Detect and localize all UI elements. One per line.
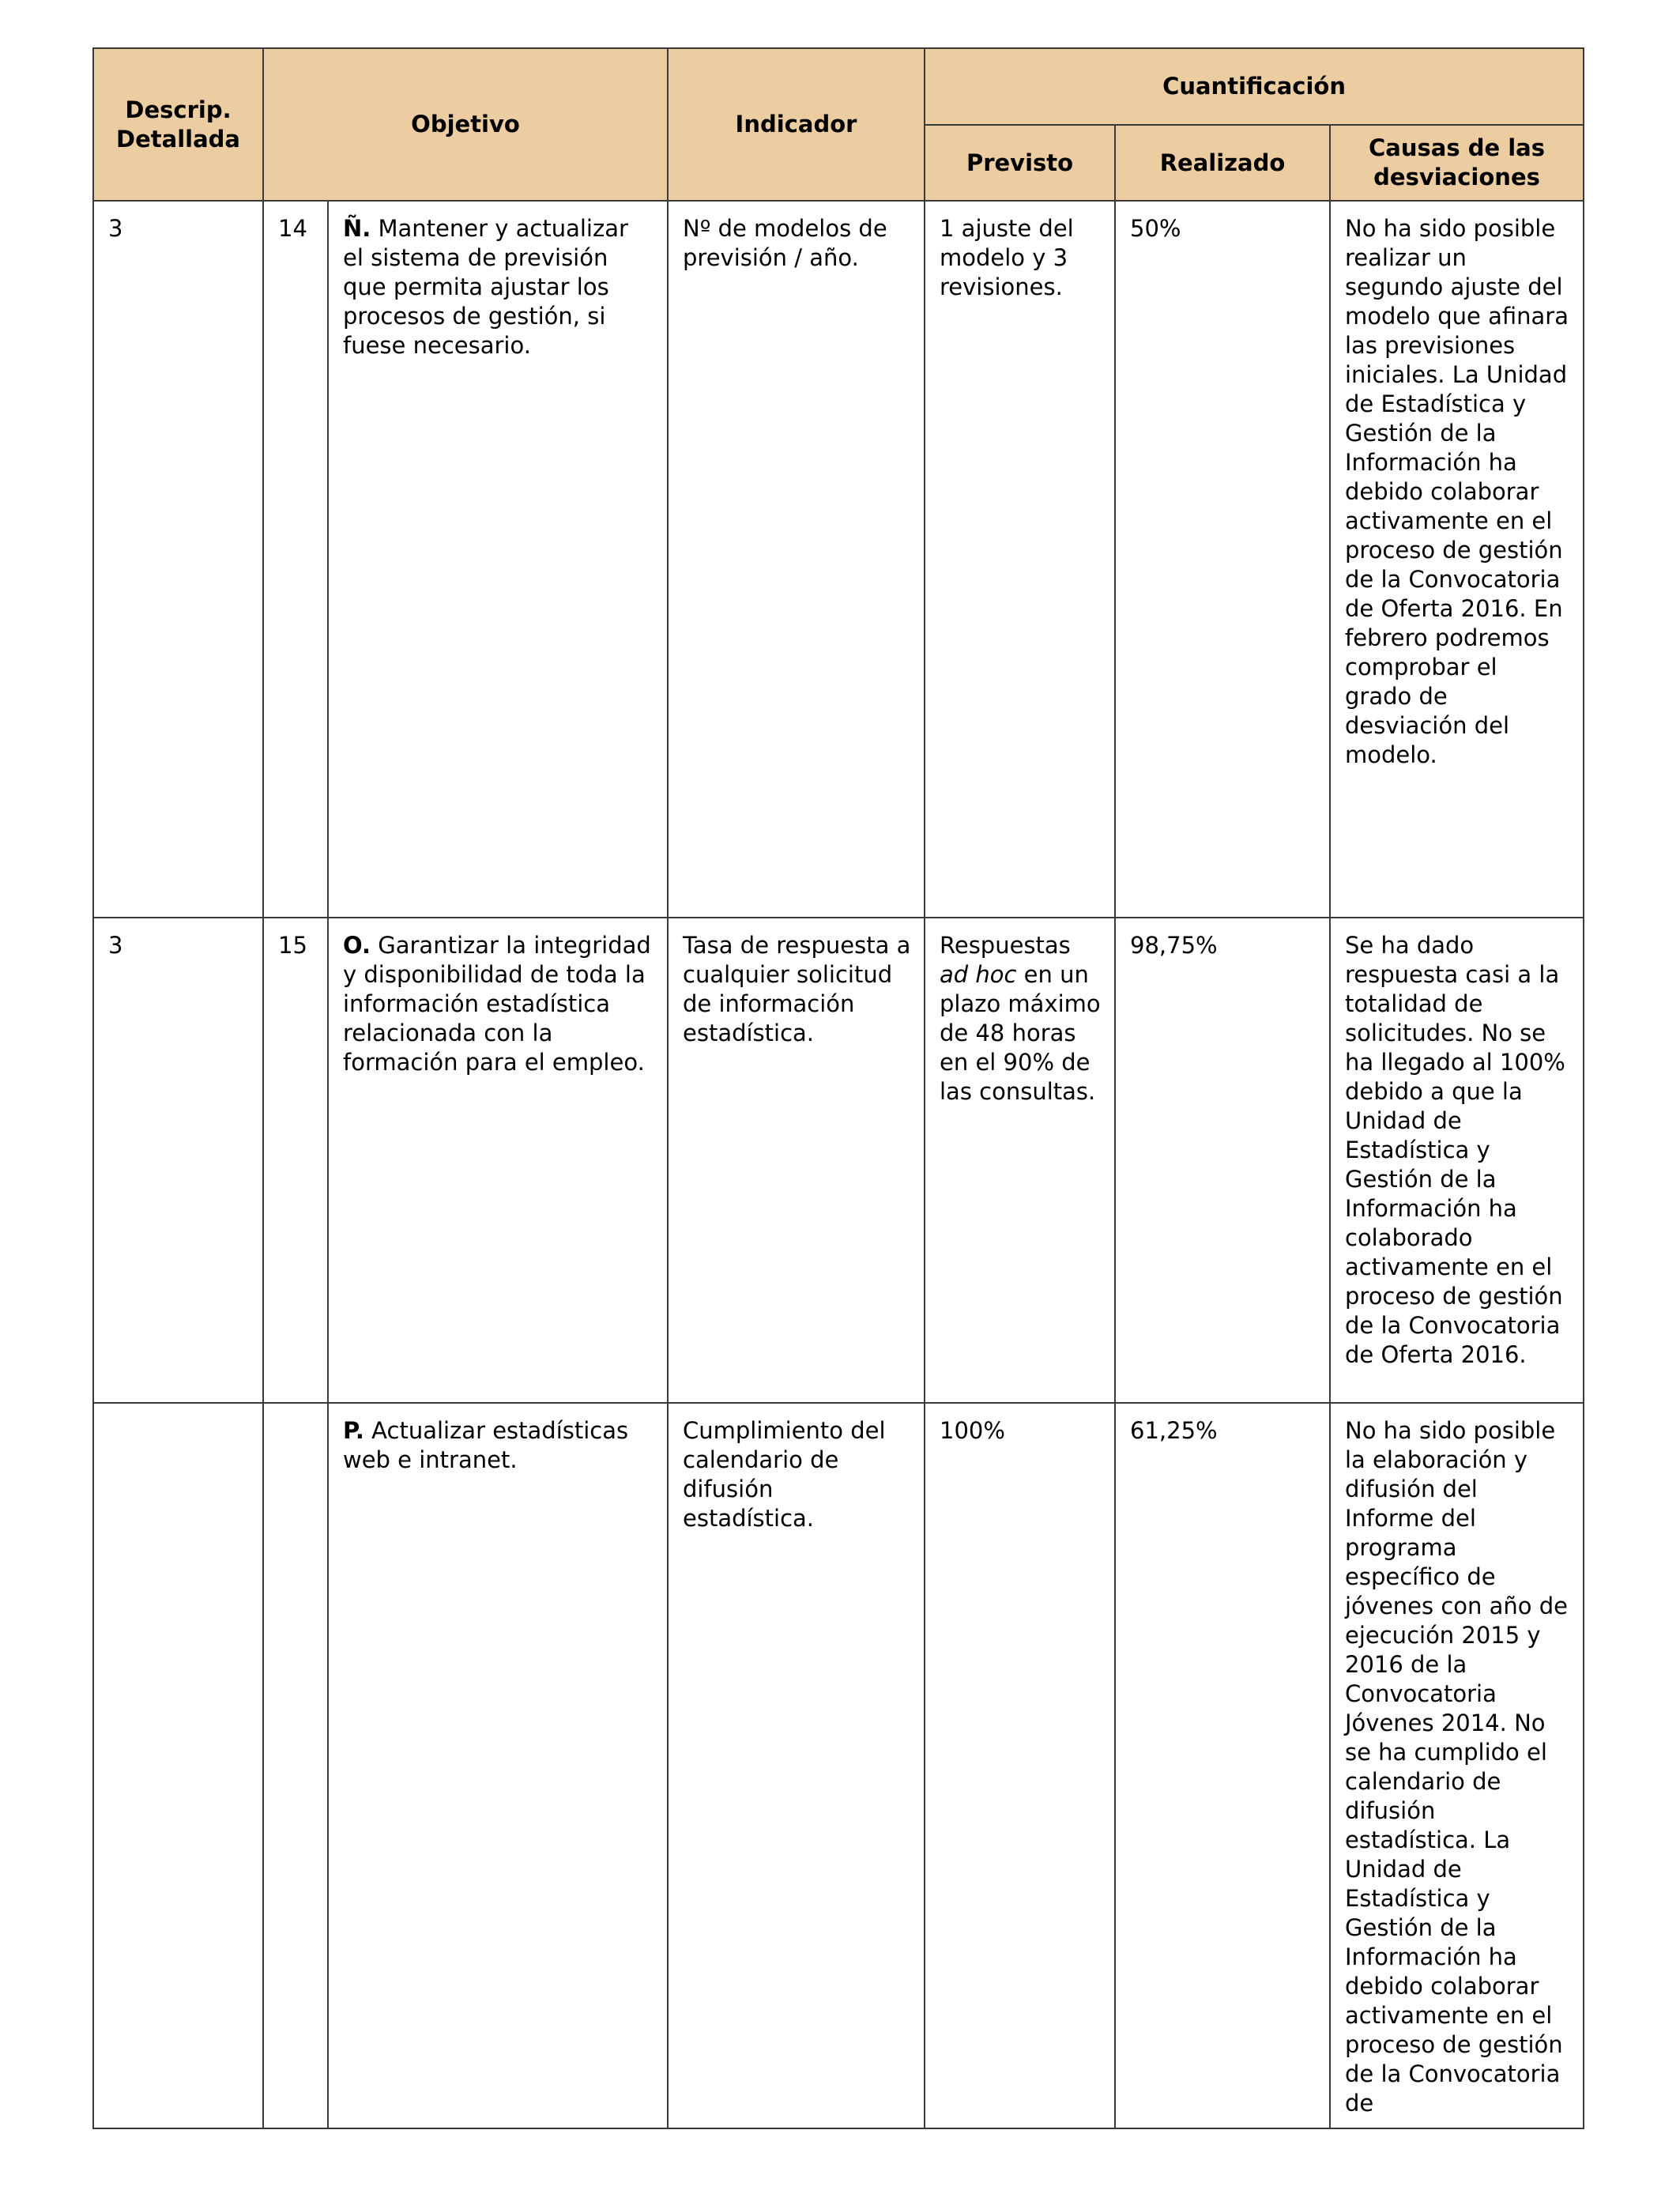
realizado-cell: 98,75%	[1115, 918, 1330, 1403]
header-cuantificacion: Cuantificación	[925, 48, 1584, 125]
objectives-table	[92, 47, 1584, 2129]
previsto-text-italic: ad hoc	[940, 961, 1017, 988]
previsto-text-pre: Respuestas	[940, 932, 1071, 959]
indicador-cell: Cumplimiento del calendario de difusión estadística.	[668, 1403, 925, 2128]
table-row	[93, 918, 1584, 1403]
header-row-top	[93, 48, 1584, 125]
header-indicador: Indicador	[668, 48, 925, 201]
realizado-cell: 50%	[1115, 201, 1330, 918]
previsto-cell: 1 ajuste del modelo y 3 revisiones.	[925, 201, 1115, 918]
header-realizado: Realizado	[1115, 125, 1330, 201]
header-descrip: Descrip. Detallada	[93, 48, 263, 201]
table-row	[93, 1403, 1584, 2128]
objetivo-cell	[328, 1403, 668, 2128]
causas-cell: Se ha dado respuesta casi a la totalidad de solicitudes. No se ha llegado al 100% debido a que la Unidad de Estadística y Gestión de la Información ha colaborado activamente en el proceso de gestión de la Convocatoria de Oferta 2016.	[1330, 918, 1584, 1403]
descrip-cell	[93, 1403, 263, 2128]
objective-text: Actualizar estadísticas web e intranet.	[343, 1417, 629, 1473]
causas-cell: No ha sido posible la elaboración y difusión del Informe del programa específico de jóvenes con año de ejecución 2015 y 2016 de la Convocatoria Jóvenes 2014. No se ha cumplido el calendario de difusión estadística. La Unidad de Estadística y Gestión de la Información ha debido colaborar activamente en el proceso de gestión de la Convocatoria de	[1330, 1403, 1584, 2128]
indicador-cell: Nº de modelos de previsión / año.	[668, 201, 925, 918]
descrip-cell: 3	[93, 201, 263, 918]
table-row	[93, 201, 1584, 918]
objective-text: Mantener y actualizar el sistema de previsión que permita ajustar los procesos de gestión, si fuese necesario.	[343, 215, 628, 359]
number-cell: 15	[263, 918, 328, 1403]
indicador-cell: Tasa de respuesta a cualquier solicitud de información estadística.	[668, 918, 925, 1403]
header-previsto: Previsto	[925, 125, 1115, 201]
number-cell	[263, 1403, 328, 2128]
descrip-cell: 3	[93, 918, 263, 1403]
previsto-cell: 100%	[925, 1403, 1115, 2128]
objective-letter: Ñ.	[343, 215, 371, 242]
objective-text: Garantizar la integridad y disponibilidad de toda la información estadística relacionada con la formación para el empleo.	[343, 932, 651, 1076]
realizado-cell: 61,25%	[1115, 1403, 1330, 2128]
previsto-cell	[925, 918, 1115, 1403]
objetivo-cell	[328, 918, 668, 1403]
number-cell: 14	[263, 201, 328, 918]
header-objetivo: Objetivo	[263, 48, 668, 201]
previsto-text-post: en un plazo máximo de 48 horas en el 90% de las consultas.	[940, 961, 1101, 1105]
causas-cell: No ha sido posible realizar un segundo ajuste del modelo que afinara las previsiones iniciales. La Unidad de Estadística y Gestión de la Información ha debido colaborar activamente en el proceso de gestión de la Convocatoria de Oferta 2016. En febrero podremos comprobar el grado de desviación del modelo.	[1330, 201, 1584, 918]
objective-letter: O.	[343, 932, 371, 959]
document-page	[92, 47, 1583, 2129]
header-causas: Causas de las desviaciones	[1330, 125, 1584, 201]
objective-letter: P.	[343, 1417, 364, 1444]
objetivo-cell	[328, 201, 668, 918]
